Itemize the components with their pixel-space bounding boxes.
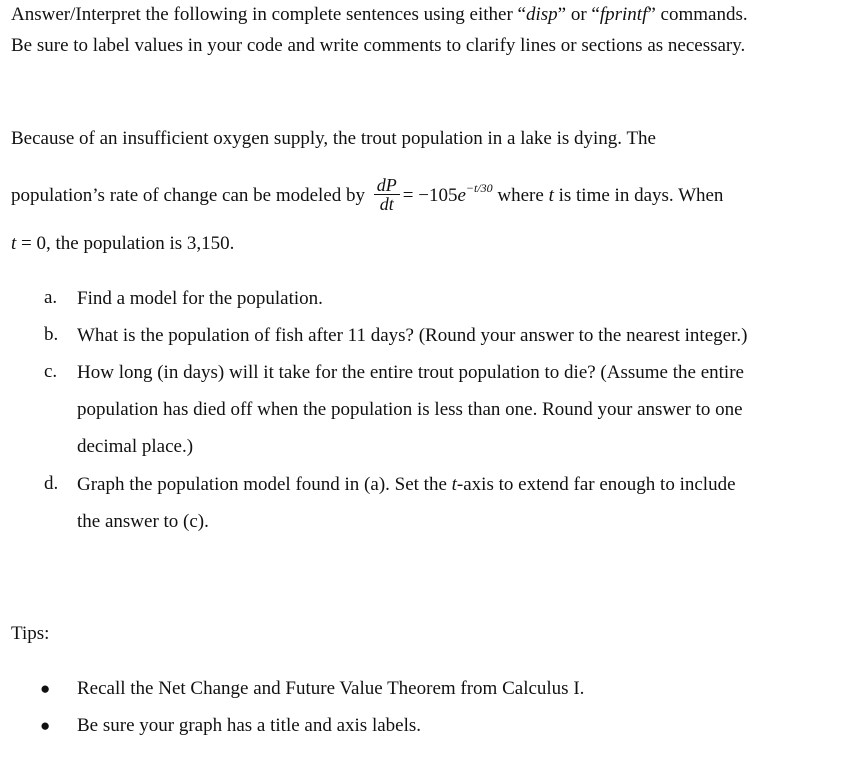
item-letter: c. [44,361,58,382]
item-letter: b. [44,324,59,345]
item-text-part: Graph the population model found in (a). Set the [77,474,452,495]
item-text: decimal place.) [77,436,194,457]
problem-text: population’s rate of change can be modeled by [11,184,366,206]
problem-line-3 [11,232,234,256]
fraction-numerator: dP [374,176,400,195]
instructions-text: Answer/Interpret the following in complete sentences using either “ [11,4,526,25]
fprintf-command: fprintf [599,4,648,25]
instructions-line-1 [11,3,748,27]
item-letter: a. [44,287,58,308]
item-text [77,473,736,497]
problem-line-1: Because of an insufficient oxygen supply, the trout population in a lake is dying. The [11,128,656,149]
tip-text: Recall the Net Change and Future Value Theorem from Calculus I. [77,678,585,699]
tips-heading: Tips: [11,623,50,644]
equation-rhs: = −105 [402,184,458,206]
t-variable: t [451,474,457,495]
item-text: population has died off when the population is less than one. Round your answer to one [77,399,743,420]
tip-text: Be sure your graph has a title and axis labels. [77,715,422,736]
problem-line-2 [11,175,724,215]
initial-condition: = 0 [16,233,46,254]
instructions-text: ” or “ [557,4,600,25]
bullet-icon: ● [40,679,51,698]
item-text-part: -axis to extend far enough to include [456,474,736,495]
instructions-line-2: Be sure to label values in your code and write comments to clarify lines or sections as necessary. [11,35,746,56]
t-variable: t [548,184,554,206]
item-text: How long (in days) will it take for the entire trout population to die? (Assume the entire [77,362,744,383]
item-letter: d. [44,473,59,494]
euler-e: e [457,184,466,206]
item-text: the answer to (c). [77,511,209,532]
item-text: Find a model for the population. [77,288,323,309]
problem-text: , the population is 3,150. [46,233,235,254]
disp-command: disp [525,4,558,25]
derivative-fraction [374,176,400,213]
t-variable: t [11,233,17,254]
where-word: where [497,184,544,206]
item-text: What is the population of fish after 11 days? (Round your answer to the nearest integer.) [77,325,748,346]
bullet-icon: ● [40,716,51,735]
problem-text: is time in days. When [558,184,724,206]
instructions-text: ” commands. [647,4,748,25]
fraction-denominator: dt [379,194,394,214]
exponent: −t/30 [465,180,493,195]
